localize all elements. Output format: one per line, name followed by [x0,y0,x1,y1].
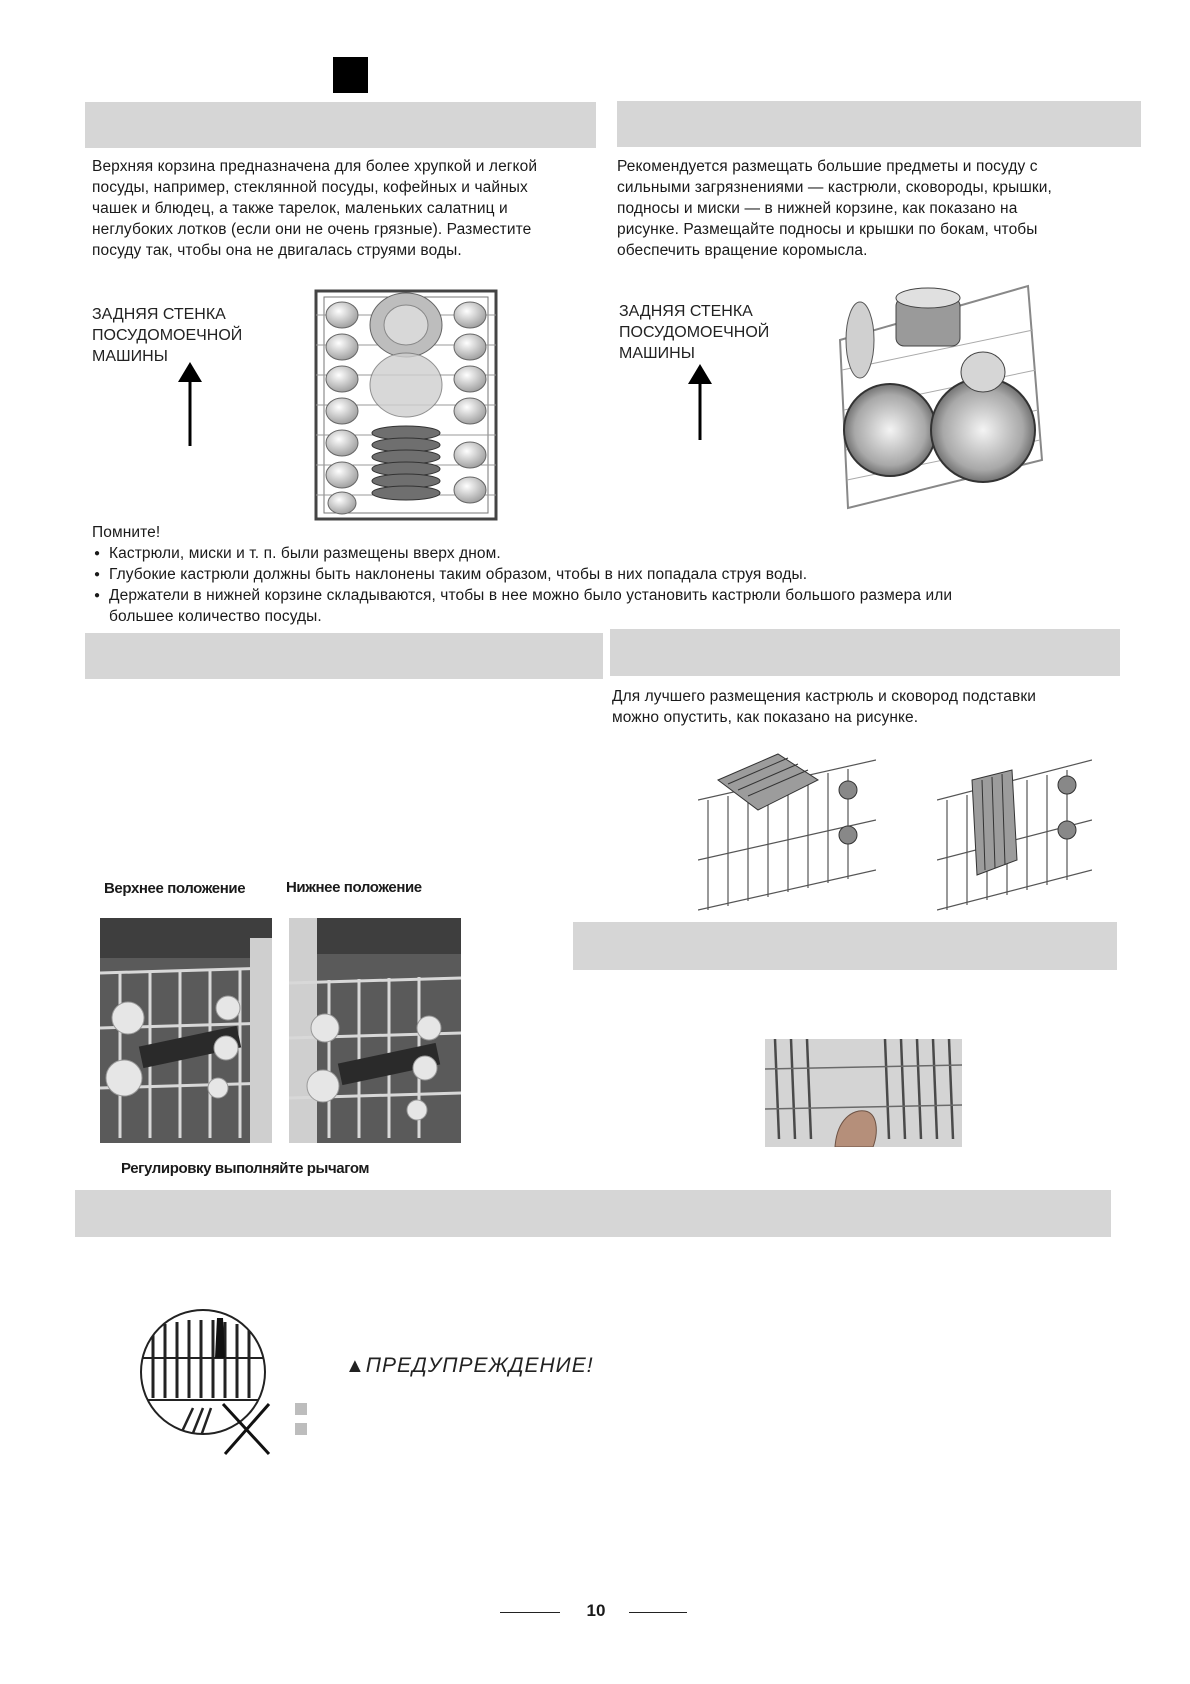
cup-shelf-lowered-illustration [937,740,1092,918]
remember-item: ● Держатели в нижней корзине складываются, чтобы в нее можно было установить кастрюли большого размера или большее количество посуды. [92,585,989,627]
lower-position-photo [289,918,461,1143]
section-bar-bottom [75,1190,1111,1237]
back-wall-label-line: ЗАДНЯЯ СТЕНКА [619,303,753,320]
back-wall-label-line: МАШИНЫ [619,345,695,362]
page-number-rule-left [500,1612,560,1613]
section-bar-cutlery-rack [573,922,1117,970]
lower-basket-illustration [828,280,1048,520]
warning-bullet-marker [295,1403,307,1415]
remember-block [92,522,1102,627]
arrow-up-icon [686,364,714,440]
cup-shelf-raised-illustration [698,740,876,918]
back-wall-label-upper [92,304,292,367]
back-wall-label-line: ПОСУДОМОЕЧНОЙ [619,324,770,341]
section-bar-upper-basket [85,102,596,148]
upper-basket-description: Верхняя корзина предназначена для более хрупкой и легкой посуды, например, стеклянной посуды, кофейных и чайных чашек и блюдец, а также тарелок, маленьких салатниц и неглубоких лотков (если они не очень грязные). Разместите посуду так, чтобы она не двигалась струями воды. [92,158,538,259]
back-wall-label-line: ПОСУДОМОЕЧНОЙ [92,327,243,344]
remember-title: Помните! [92,524,161,541]
square-marker [333,57,368,93]
warning-bullet-marker [295,1423,307,1435]
remember-item: ● Глубокие кастрюли должны быть наклонены таким образом, чтобы в них попадала струя воды. [92,564,1102,585]
cup-shelves-description: Для лучшего размещения кастрюль и сковород подставки можно опустить, как показано на рисунке. [612,688,1037,726]
cutlery-warning-illustration [139,1308,277,1456]
warning-title: ПРЕДУПРЕЖДЕНИЕ! [365,1354,594,1377]
page-number-rule-right [629,1612,687,1613]
remember-list [92,543,1102,627]
lower-position-label: Нижнее положение [286,879,422,896]
back-wall-label-lower [619,301,819,364]
upper-basket-illustration [312,285,500,525]
page-number: 10 [586,1601,606,1620]
warning-triangle-icon: ▲ [345,1355,366,1377]
section-bar-cup-shelves [610,629,1120,676]
warning-heading [345,1354,594,1378]
arrow-up-icon [176,362,204,446]
cutlery-rack-photo [765,1039,962,1147]
upper-position-label: Верхнее положение [104,880,246,897]
remember-item: ● Кастрюли, миски и т. п. были размещены вверх дном. [92,543,1102,564]
lever-caption: Регулировку выполняйте рычагом [121,1160,370,1177]
lower-basket-description: Рекомендуется размещать большие предметы и посуду с сильными загрязнениями — кастрюли, сковороды, крышки, подносы и миски — в нижней корзине, как показано на рисунке. Размещайте подносы и крышки по бокам, чтобы обеспечить вращение коромысла. [617,158,1052,259]
section-bar-height-adjust [85,633,603,679]
upper-position-photo [100,918,272,1143]
back-wall-label-line: МАШИНЫ [92,348,168,365]
section-bar-lower-basket [617,101,1141,147]
back-wall-label-line: ЗАДНЯЯ СТЕНКА [92,306,226,323]
